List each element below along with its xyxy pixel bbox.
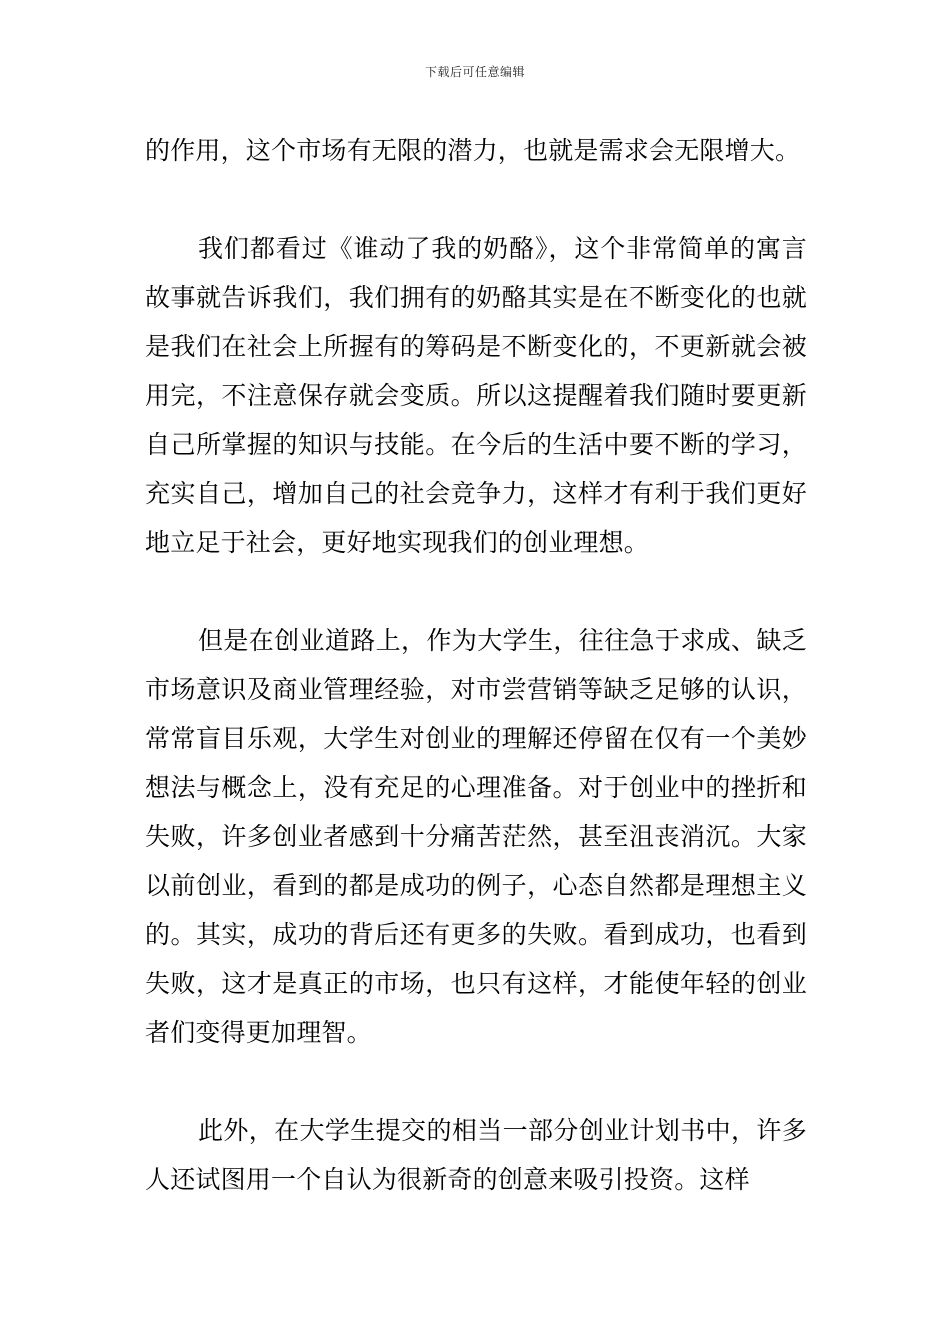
paragraph-cheese: 我们都看过《谁动了我的奶酪》，这个非常简单的寓言故事就告诉我们，我们拥有的奶酪其实是在不断变化的也就是我们在社会上所握有的筹码是不断变化的，不更新就会被用完，不注意保存就会变质。所以这提醒着我们随时要更新自己所掌握的知识与技能。在今后的生活中要不断的学习，充实自己，增加自己的社会竞争力，这样才有利于我们更好地立足于社会，更好地实现我们的创业理想。 — [145, 234, 807, 557]
page-header: 下载后可任意编辑 — [424, 65, 525, 79]
paragraph-business-plan: 此外，在大学生提交的相当一部分创业计划书中，许多人还试图用一个自认为很新奇的创意来吸引投资。这样 — [145, 1116, 807, 1194]
paragraph-entrepreneurship-road: 但是在创业道路上，作为大学生，往往急于求成、缺乏市场意识及商业管理经验，对市尝营销等缺乏足够的认识，常常盲目乐观，大学生对创业的理解还停留在仅有一个美妙想法与概念上，没有充足的心理准备。对于创业中的挫折和失败，许多创业者感到十分痛苦茫然，甚至沮丧消沉。大家以前创业，看到的都是成功的例子，心态自然都是理想主义的。其实，成功的背后还有更多的失败。看到成功，也看到失败，这才是真正的市场，也只有这样，才能使年轻的创业者们变得更加理智。 — [145, 626, 807, 1047]
document-body — [145, 126, 807, 1204]
paragraph-continuation: 的作用，这个市场有无限的潜力，也就是需求会无限增大。 — [145, 136, 801, 165]
